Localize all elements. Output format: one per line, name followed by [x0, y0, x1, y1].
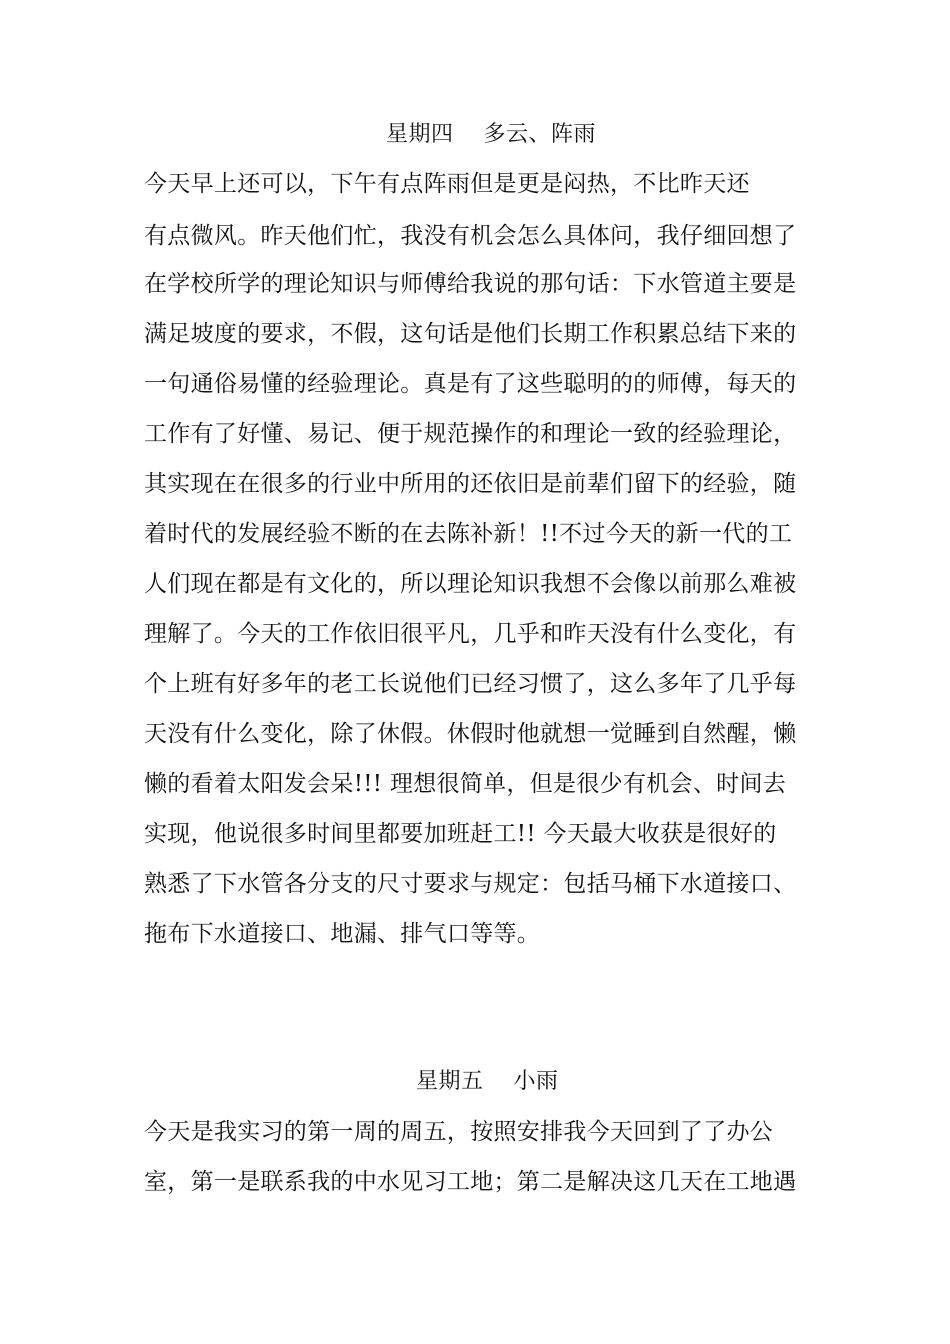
body-line: 人们现在都是有文化的，所以理论知识我想不会像以前那么难被: [144, 571, 797, 597]
body-line: 理解了。今天的工作依旧很平凡，几乎和昨天没有什么变化，有: [144, 621, 797, 647]
entry-heading-thursday: 星期四 多云、阵雨: [386, 122, 596, 147]
body-line: 今天是我实习的第一周的周五，按照安排我今天回到了了办公: [144, 1119, 774, 1145]
body-line: 室，第一是联系我的中水见习工地；第二是解决这几天在工地遇: [144, 1169, 797, 1195]
body-line: 着时代的发展经验不断的在去陈补新！!!不过今天的新一代的工: [144, 521, 793, 547]
body-line: 有点微风。昨天他们忙，我没有机会怎么具体问，我仔细回想了: [144, 223, 797, 249]
body-line: 其实现在在很多的行业中所用的还依旧是前辈们留下的经验，随: [144, 471, 797, 497]
body-line: 工作有了好懂、易记、便于规范操作的和理论一致的经验理论，: [144, 421, 797, 447]
body-line: 今天早上还可以，下午有点阵雨但是更是闷热，不比昨天还: [144, 171, 750, 197]
body-line: 在学校所学的理论知识与师傅给我说的那句话：下水管道主要是: [144, 271, 797, 297]
body-line: 实现，他说很多时间里都要加班赶工!! 今天最大收获是很好的: [144, 821, 777, 847]
body-line: 满足坡度的要求，不假，这句话是他们长期工作积累总结下来的: [144, 321, 797, 347]
body-line: 拖布下水道接口、地漏、排气口等等。: [144, 921, 541, 947]
body-line: 熟悉了下水管各分支的尺寸要求与规定：包括马桶下水道接口、: [144, 871, 797, 897]
body-line: 懒的看着太阳发会呆!!! 理想很简单，但是很少有机会、时间去: [144, 771, 787, 797]
body-line: 个上班有好多年的老工长说他们已经习惯了，这么多年了几乎每: [144, 671, 797, 697]
entry-heading-friday: 星期五 小雨: [416, 1069, 559, 1094]
body-line: 天没有什么变化，除了休假。休假时他就想一觉睡到自然醒，懒: [144, 721, 797, 747]
body-line: 一句通俗易懂的经验理论。真是有了这些聪明的的师傅，每天的: [144, 371, 797, 397]
